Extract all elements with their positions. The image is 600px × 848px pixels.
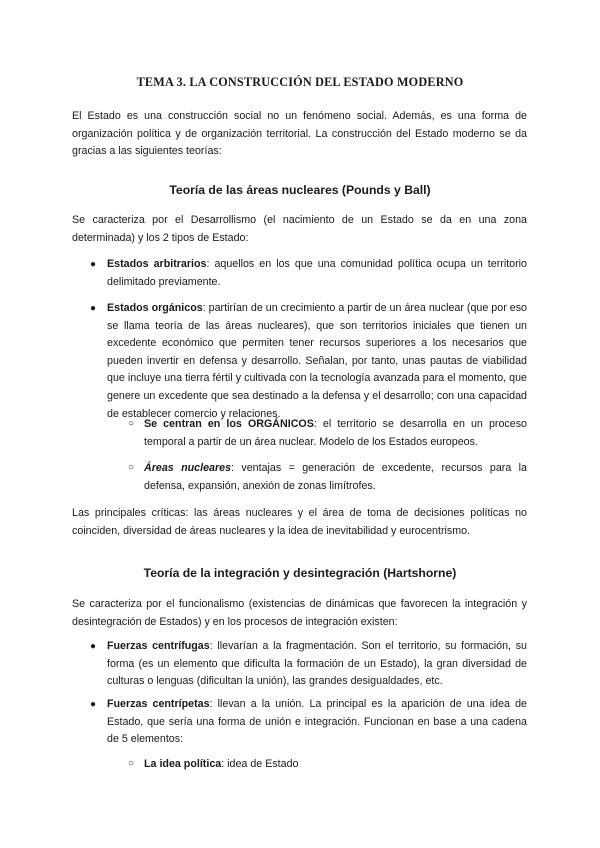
term: Se centran en los ORGÁNICOS — [144, 418, 314, 430]
bullet-icon: ● — [89, 699, 97, 710]
circle-bullet-icon: ○ — [127, 758, 135, 769]
term: Estados orgánicos — [107, 302, 203, 314]
page-title: TEMA 3. LA CONSTRUCCIÓN DEL ESTADO MODERNO — [136, 75, 464, 89]
definition: : partirían de un crecimiento a partir de un área nuclear (que por eso se llama teoría de las áreas nucleares), que son territorios iniciales que tienen un excedente económico que permiten tener recursos superiores a los necesarios que pueden invertir en defensa y desarrollo. Señalan, por tanto, unas pautas de viabilidad que incluye una tierra fértil y cultivada con la tecnología avanzada para el momento, que genere un excedente que sea destinado a la defensa y el desarrollo; con una capacidad de establecer comercio y relaciones. — [107, 302, 528, 420]
section2-heading: Teoría de la integración y desintegración (Hartshorne) — [143, 566, 457, 580]
term: Áreas nucleares — [144, 462, 232, 474]
sub-list-item — [127, 756, 527, 774]
term: Estados arbitrarios — [107, 258, 207, 270]
list-item — [89, 696, 527, 749]
term: Fuerzas centrípetas — [107, 698, 210, 710]
list-item — [89, 256, 527, 291]
definition: : llevarían a la fragmentación. Son el territorio, su formación, su forma (es un elemento que dificulta la formación de un Estado), la gran diversidad de culturas o lenguas (dificultan la unión), las grandes desigualdades, etc. — [107, 640, 527, 688]
sub-list-item — [127, 416, 527, 451]
bullet-icon: ● — [89, 303, 97, 314]
section1-heading: Teoría de las áreas nucleares (Pounds y Ball) — [169, 183, 431, 197]
section1-critique: Las principales críticas: las áreas nucleares y el área de toma de decisiones políticas no coinciden, diversidad de áreas nucleares y la idea de inevitabilidad y eurocentrismo. — [72, 507, 527, 537]
sub-list-item — [127, 460, 527, 495]
intro-paragraph: El Estado es una construcción social no un fenómeno social. Además, es una forma de organización política y de organización territorial. La construcción del Estado moderno se da gracias a las siguientes teorías: — [72, 110, 527, 158]
bullet-icon: ● — [89, 641, 97, 652]
definition: : llevan a la unión. La principal es la aparición de una idea de Estado, que sería una forma de unión e integración. Funcionan en base a una cadena de 5 elementos: — [107, 698, 527, 746]
list-item — [89, 300, 528, 423]
definition: : el territorio se desarrolla en un proceso temporal a partir de un área nuclear. Modelo de los Estados europeos. — [144, 418, 527, 448]
list-item — [89, 638, 527, 691]
circle-bullet-icon: ○ — [127, 462, 135, 473]
section2-intro: Se caracteriza por el funcionalismo (existencias de dinámicas que favorecen la integración y desintegración de Estados) y en los procesos de integración existen: — [72, 598, 527, 628]
bullet-icon: ● — [89, 259, 97, 270]
term: La idea política — [144, 758, 222, 770]
circle-bullet-icon: ○ — [127, 418, 135, 429]
definition: : ventajas = generación de excedente, recursos para la defensa, expansión, anexión de zonas limítrofes. — [144, 462, 527, 492]
term: Fuerzas centrífugas — [107, 640, 210, 652]
definition: : idea de Estado — [221, 758, 299, 770]
section1-intro: Se caracteriza por el Desarrollismo (el nacimiento de un Estado se da en una zona determinada) y los 2 tipos de Estado: — [72, 214, 527, 244]
definition: : aquellos en los que una comunidad política ocupa un territorio delimitado previamente. — [107, 258, 527, 288]
